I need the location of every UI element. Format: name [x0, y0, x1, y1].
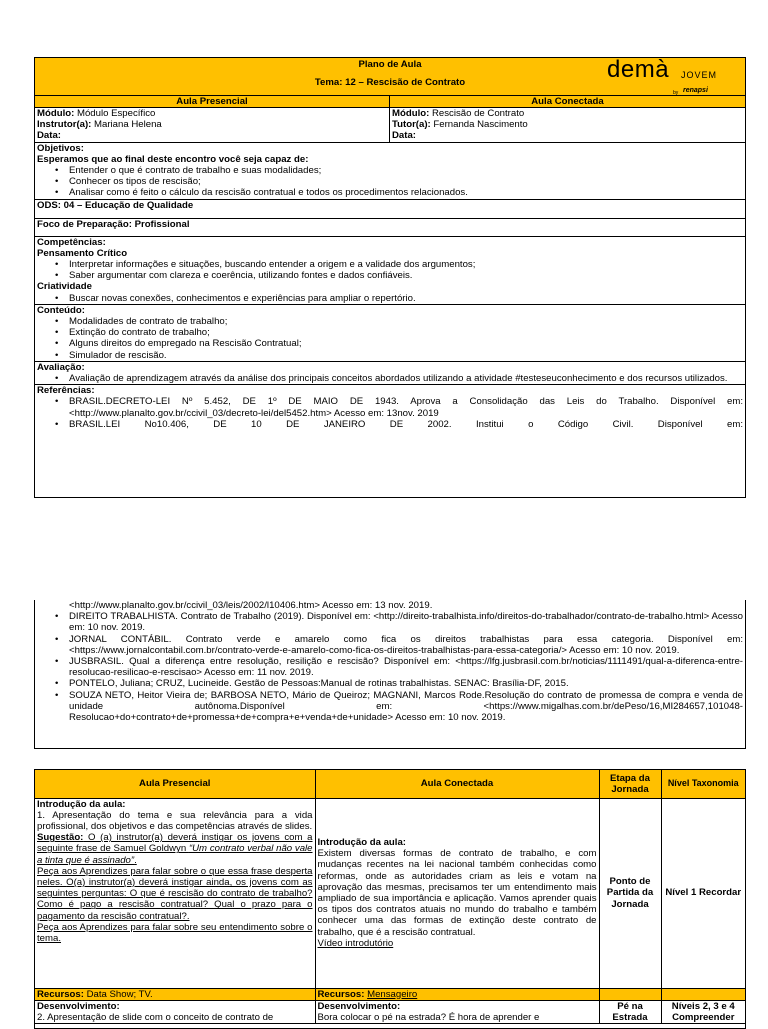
- conteudo-title: Conteúdo:: [37, 304, 85, 316]
- col-header-nivel: Nível Taxonomia: [661, 770, 745, 798]
- intro-peca-1: Peça aos Aprendizes para falar sobre o que essa frase desperta neles. O(a) instrutor(a) deverá instigar ainda, os jovens com as seguintes perguntas: O que é rescisão do contrato de trabalho? Como é pago a rescisão contratual? Qual o prazo para o pagamento da rescisão contratual?.: [37, 865, 313, 922]
- logo-partner: renapsi: [683, 87, 708, 94]
- ods-row: ODS: 04 – Educação de Qualidade: [35, 200, 745, 219]
- col-header-conectada: Aula Conectada: [315, 770, 599, 798]
- list-item: • Interpretar informações e situações, buscando entender a origem e a validade dos argumentos;: [69, 259, 743, 270]
- info-instrutor: Instrutor(a): Mariana Helena: [37, 119, 162, 131]
- conteudo-list: [37, 316, 743, 361]
- dev-conectada-cell: [315, 1000, 599, 1023]
- info-data-right: Data:: [392, 130, 416, 142]
- col-header-etapa: Etapa da Jornada: [599, 770, 661, 798]
- list-item: • Analisar como é feito o cálculo da rescisão contratual e todos os procedimentos relacionados.: [69, 187, 743, 198]
- plan-header: [35, 58, 745, 96]
- list-item: • Entender o que é contrato de trabalho e suas modalidades;: [69, 165, 743, 176]
- referencias-section-page1: [35, 385, 745, 430]
- recursos-nivel-cell: [661, 988, 745, 1000]
- info-left: [35, 108, 390, 142]
- avaliacao-title: Avaliação:: [37, 361, 85, 373]
- info-right: [390, 108, 745, 142]
- list-item: • Modalidades de contrato de trabalho;: [69, 316, 743, 327]
- reference-item: • PONTELO, Juliana; CRUZ, Lucineide. Gestão de Pessoas:Manual de rotinas trabalhistas. SENAC: Brasília-DF, 2015.: [69, 678, 743, 689]
- list-item: • Buscar novas conexões, conhecimentos e experiências para ampliar o repertório.: [69, 293, 743, 304]
- activity-table: [34, 769, 746, 1029]
- competencia-group-name: Pensamento Crítico: [37, 247, 128, 259]
- intro-sugestao: Sugestão: O (a) instrutor(a) deverá instigar os jovens com a seguinte frase de Samuel Goldwyn “Um contrato verbal não vale a tinta que é assinado”.: [37, 832, 313, 866]
- competencia-list: [37, 259, 743, 281]
- info-tutor: Tutor(a): Fernanda Nascimento: [392, 119, 528, 131]
- recursos-conectada-cell: Recursos: Mensageiro: [315, 988, 599, 1000]
- info-modulo-left: Módulo: Módulo Específico: [37, 108, 156, 119]
- mensageiro-link[interactable]: Mensageiro: [367, 988, 418, 1000]
- intro-row: [35, 798, 745, 988]
- list-item: • Alguns direitos do empregado na Rescisão Contratual;: [69, 338, 743, 349]
- dev-title: Desenvolvimento:: [37, 1000, 120, 1012]
- referencias-title: Referências:: [37, 385, 95, 397]
- recursos-row: [35, 988, 745, 1000]
- header-conectada: Aula Conectada: [531, 96, 604, 107]
- plan-table-page1: [34, 57, 746, 498]
- dev-text: 2. Apresentação de slide com o conceito de contrato de: [37, 1011, 274, 1023]
- intro-title: Introdução da aula:: [37, 798, 126, 810]
- intro-etapa-cell: Ponto de Partida da Jornada: [599, 798, 661, 988]
- logo-by: by: [673, 90, 679, 96]
- reference-item: • BRASIL.LEI No10.406, DE 10 DE JANEIRO DE 2002. Institui o Código Civil. Disponível em:: [69, 419, 743, 430]
- list-item: • Saber argumentar com clareza e coerência, utilizando fontes e dados confiáveis.: [69, 270, 743, 281]
- reference-item: • SOUZA NETO, Heitor Vieira de; BARBOSA NETO, Mário de Queiroz; MAGNANI, Marcos Rode.Resolução do contrato de promessa de compra e venda de unidade autônoma.Disponível em: <https://www.migalhas.com.br/dePeso/16,MI284657,101048-Resolucao+do+contrato+de+promessa+de+compra+e+venda+de+unidade> Acesso em: 10 nov. 2019.: [69, 690, 743, 724]
- intro-nivel-cell: Nível 1 Recordar: [661, 798, 745, 988]
- objetivos-title: Objetivos:: [37, 142, 84, 154]
- dev-nivel-cell: Níveis 2, 3 e 4 Compreender: [661, 1000, 745, 1023]
- reference-continuation: <http://www.planalto.gov.br/ccivil_03/leis/2002/l10406.htm> Acesso em: 13 nov. 2019.: [69, 600, 433, 611]
- competencia-list: [37, 293, 743, 304]
- references-continuation-box: [34, 600, 746, 749]
- competencias-title: Competências:: [37, 236, 106, 248]
- desenvolvimento-row: [35, 1000, 745, 1023]
- intro-text-right: Existem diversas formas de contrato de trabalho, e com mudanças recentes na lei nacional também conhecidas como reformas, onde as autoridades criam as leis e votam na aprovação das mesmas, precisamos ter um entendimento mais ampliado de sua importância e aplicação. Vamos aprender quais os tipos dos contratos atuais no mundo do trabalho e também conhecer uma das formas de extinção deste contrato de trabalho, que é a rescisão contratual.: [317, 848, 597, 938]
- list-item: • Avaliação de aprendizagem através da análise dos principais conceitos abordados utilizando a atividade #testeseuconhecimento e dos recursos utilizados.: [69, 373, 743, 384]
- intro-video-link[interactable]: Vídeo introdutório: [317, 937, 394, 949]
- referencias-list: [37, 396, 743, 430]
- info-data-left: Data:: [37, 130, 61, 142]
- col-header-presencial: Aula Presencial: [35, 770, 315, 798]
- info-block: [35, 108, 745, 143]
- header-presencial: Aula Presencial: [35, 96, 390, 107]
- plan-title: Plano de Aula: [358, 59, 422, 70]
- objetivos-list: [37, 165, 743, 199]
- avaliacao-section: [35, 362, 745, 385]
- section-headers: [35, 96, 745, 108]
- reference-item: • BRASIL.DECRETO-LEI Nº 5.452, DE 1º DE MAIO DE 1943. Aprova a Consolidação das Leis do Trabalho. Disponível em: <http://www.planalto.gov.br/ccivil_03/decreto-lei/del5452.htm> Acesso em: 13nov. 2019: [69, 396, 743, 418]
- intro-conectada-cell: [315, 798, 599, 988]
- dev-etapa-cell: Pé na Estrada: [599, 1000, 661, 1023]
- objetivos-subtitle: Esperamos que ao final deste encontro você seja capaz de:: [37, 153, 309, 165]
- list-item: • Conhecer os tipos de rescisão;: [69, 176, 743, 187]
- list-item: • Simulador de rescisão.: [69, 350, 743, 361]
- activity-grid: [35, 770, 745, 1024]
- recursos-etapa-cell: [599, 988, 661, 1000]
- recursos-presencial-cell: Recursos: Data Show; TV.: [35, 988, 315, 1000]
- list-item: • Extinção do contrato de trabalho;: [69, 327, 743, 338]
- intro-title-right: Introdução da aula:: [317, 836, 406, 848]
- reference-item: • DIREITO TRABALHISTA. Contrato de Trabalho (2019). Disponível em: <http://direito-trabalhista.info/direitos-do-trabalhador/contrato-de-trabalho.html> Acesso em: 10 nov. 2019.: [69, 611, 743, 633]
- referencias-list-cont: [37, 600, 743, 723]
- intro-peca-2: Peça aos Aprendizes para falar sobre seu entendimento sobre o tema.: [37, 921, 313, 944]
- dema-jovem-logo: [607, 56, 737, 96]
- info-modulo-right: Módulo: Rescisão de Contrato: [392, 108, 525, 119]
- conteudo-section: [35, 305, 745, 362]
- reference-item: • JORNAL CONTÁBIL. Contrato verde e amarelo como fica os direitos trabalhistas para essa categoria. Disponível em: <https://www.jornalcontabil.com.br/contrato-verde-e-amarelo-como-fica-os-direitos-trabalhistas-para-essa-categoria/> Acesso em: 10 nov. 2019.: [69, 634, 743, 656]
- foco-row: Foco de Preparação: Profissional: [35, 219, 745, 237]
- dev-text-right: Bora colocar o pé na estrada? É hora de aprender e: [317, 1011, 540, 1023]
- dev-title-right: Desenvolvimento:: [317, 1000, 401, 1012]
- activity-header-row: [35, 770, 745, 798]
- competencias-section: [35, 237, 745, 305]
- logo-sub: JOVEM: [681, 70, 718, 80]
- intro-presencial-cell: [35, 798, 315, 988]
- competencia-group-name: Criatividade: [37, 281, 92, 293]
- dev-presencial-cell: [35, 1000, 315, 1023]
- reference-item: • JUSBRASIL. Qual a diferença entre resolução, resilição e rescisão? Disponível em: <https://lfg.jusbrasil.com.br/noticias/1111491/qual-a-diferenca-entre-resolucao-resilicao-e-rescisao> Acesso em: 11 nov. 2019.: [69, 656, 743, 678]
- intro-paragraph: 1. Apresentação do tema e sua relevância para a vida profissional, dos objetivos e das competências através de slides.: [37, 809, 313, 832]
- plan-theme: Tema: 12 – Rescisão de Contrato: [314, 77, 466, 89]
- objetivos-section: [35, 143, 745, 200]
- avaliacao-list: [37, 373, 743, 384]
- logo-word: demà: [607, 56, 670, 83]
